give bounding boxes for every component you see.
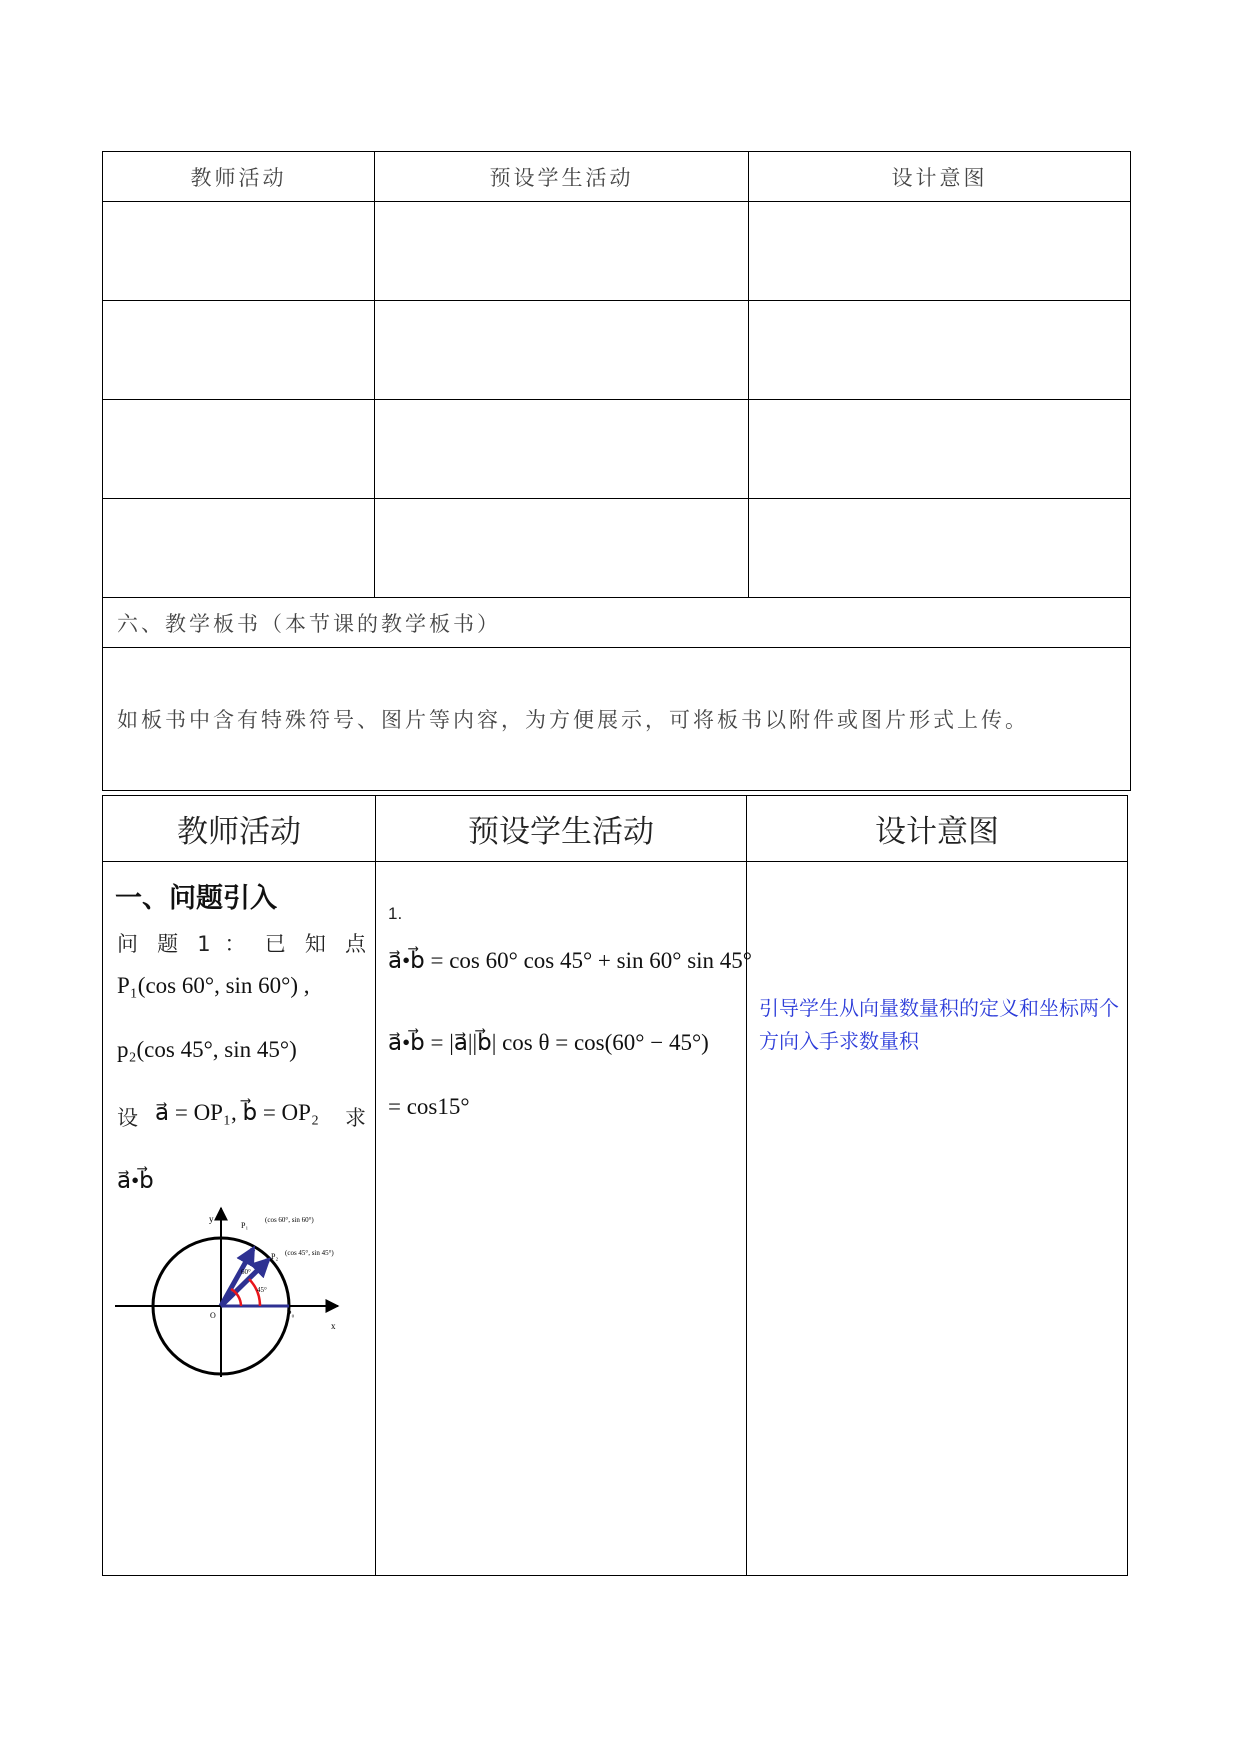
- item-number: 1.: [388, 904, 403, 923]
- empty-cell: [749, 499, 1131, 598]
- empty-cell: [103, 202, 375, 301]
- header-student: 预设学生活动: [376, 796, 747, 862]
- empty-cell: [103, 499, 375, 598]
- angle-60-label: 60°: [241, 1268, 251, 1276]
- empty-cell: [375, 499, 749, 598]
- point-p2: p₂(cos 45°, sin 45°): [117, 1037, 297, 1062]
- ask-expression: a⃗•b⃗: [117, 1168, 154, 1193]
- label-y: y: [209, 1214, 214, 1224]
- section-title: 一、问题引入: [115, 883, 277, 914]
- question-label: 问 题 1 ： 已 知 点: [117, 932, 367, 956]
- empty-cell: [103, 301, 375, 400]
- board-note-row: [103, 648, 1131, 791]
- board-section-row: [103, 598, 1131, 648]
- header-student: 预设学生活动: [375, 152, 749, 202]
- unit-circle-figure: [113, 1182, 373, 1382]
- set-prefix: 设: [117, 1106, 138, 1130]
- angle-45-label: 45°: [257, 1286, 267, 1294]
- label-x: x: [331, 1321, 336, 1331]
- lesson-plan-table-top: [102, 151, 1131, 791]
- label-p1: P₁: [241, 1221, 249, 1230]
- header-teacher: 教师活动: [103, 796, 376, 862]
- teacher-activity-cell: [103, 862, 376, 1576]
- header-teacher: 教师活动: [103, 152, 375, 202]
- label-origin: O: [210, 1311, 216, 1320]
- header-row: [103, 152, 1131, 202]
- empty-cell: [749, 202, 1131, 301]
- table-row: [103, 202, 1131, 301]
- lesson-plan-table-bottom: [102, 795, 1128, 1576]
- header-row: [103, 796, 1128, 862]
- label-p0: P₀: [287, 1309, 295, 1318]
- student-line-1: a⃗•b⃗ = cos 60° cos 45° + sin 60° sin 45°: [388, 948, 752, 973]
- board-note: 如板书中含有特殊符号、图片等内容，为方便展示，可将板书以附件或图片形式上传。: [103, 648, 1131, 791]
- table-row: [103, 301, 1131, 400]
- header-design: 设计意图: [747, 796, 1128, 862]
- set-expression: a⃗ = OP₁, b⃗ = OP₂: [155, 1100, 319, 1125]
- coord-p1: (cos 60°, sin 60°): [265, 1216, 314, 1224]
- student-line-3: = cos15°: [388, 1094, 470, 1119]
- table-row: [103, 499, 1131, 598]
- student-line-2: a⃗•b⃗ = |a⃗||b⃗| cos θ = cos(60° − 45°): [388, 1030, 709, 1055]
- empty-cell: [749, 301, 1131, 400]
- student-activity-cell: [376, 862, 752, 1576]
- content-row: [103, 862, 1128, 1576]
- empty-cell: [103, 400, 375, 499]
- board-section-title: 六、教学板书（本节课的教学板书）: [103, 598, 1131, 648]
- empty-cell: [375, 301, 749, 400]
- set-suffix: 求: [345, 1106, 366, 1130]
- point-p1: P₁(cos 60°, sin 60°) ,: [117, 973, 310, 998]
- coord-p2: (cos 45°, sin 45°): [285, 1249, 334, 1257]
- header-design: 设计意图: [749, 152, 1131, 202]
- design-intent-cell: [747, 862, 1128, 1576]
- design-intent-text: 引导学生从向量数量积的定义和坐标两个方向入手求数量积: [759, 996, 1119, 1053]
- empty-cell: [749, 400, 1131, 499]
- label-p2: P₂: [271, 1252, 279, 1261]
- empty-cell: [375, 202, 749, 301]
- empty-cell: [375, 400, 749, 499]
- table-row: [103, 400, 1131, 499]
